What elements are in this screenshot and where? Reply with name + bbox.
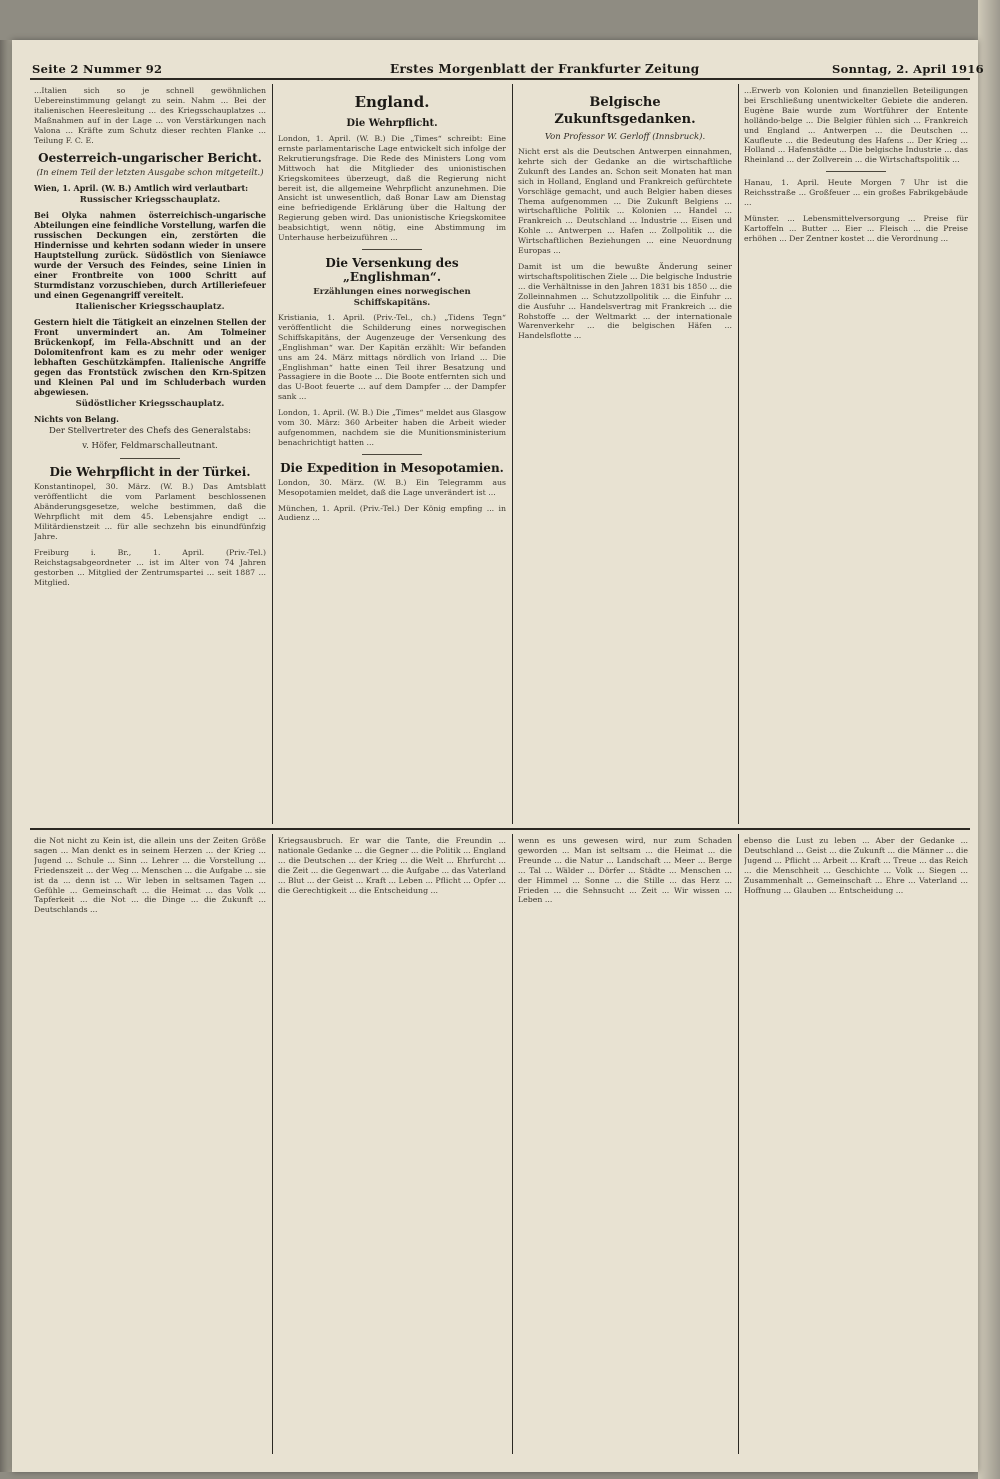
- signature-line-1: Der Stellvertreter des Chefs des Generalstabs:: [49, 426, 251, 437]
- glasgow-text: London, 1. April. (W. B.) Die „Times“ meldet aus Glasgow vom 30. März: 360 Arbeiter haben die Arbeit wieder aufgenommen, nachdem sie die Munitionsministerium benachrichtigt hatten ...: [278, 408, 506, 447]
- italian-front-text: Gestern hielt die Tätigkeit an einzelnen Stellen der Front unvermindert an. Am Tolmeiner Brückenkopf, im Fella-Abschnitt und an der Dolomitenfront kam es zu mehr oder weniger lebhaften Geschützkämpfen. Italienische Angriffe gegen das Frontstück zwischen den Krn-Spitzen und Kleinen Pal und im Schluderbach wurden abgewiesen.: [34, 317, 266, 398]
- column-rule: [272, 834, 273, 1454]
- mesopotamia-heading: Die Expedition in Mesopotamien.: [280, 460, 504, 475]
- issue-date: Sonntag, 2. April 1916: [832, 62, 984, 76]
- feuilleton-column-3: [518, 836, 732, 1452]
- feuilleton-text-1: die Not nicht zu Kein ist, die allein uns der Zeiten Größe sagen ... Man denkt es in seinem Herzen ... der Krieg ... Jugend ... Schule ... Sinn ... Lehrer ... die Vorstellung ... Friedenszeit ... der Weg ... Menschen ... die Aufgabe ... sie ist da ... denn ist ... Wir leben in seltsamen Tagen ... Gefühle ... Gemeinschaft ... die Heimat ... das Volk ... Tapferkeit ... die Not ... die Dinge ... die Zukunft ... Deutschlands ...: [34, 836, 266, 915]
- freiburg-text: Freiburg i. Br., 1. April. (Priv.-Tel.) Reichstagsabgeordneter ... ist im Alter von 74 Jahren gestorben ... Mitglied der Zentrumspartei ... seit 1887 ... Mitglied.: [34, 547, 266, 587]
- divider: [826, 171, 886, 172]
- feuilleton-rule: [30, 828, 970, 830]
- belgian-article-text-2: Damit ist um die bewußte Änderung seiner wirtschaftspolitischen Ziele ... Die belgische Industrie ... die Verhältnisse in den Jahren 1831 bis 1850 ... die Zolleinnahmen ... Schutzzollpolitik ... die Einfuhr ... die Ausfuhr ... Handelsvertrag mit Frankreich ... die Rohstoffe ... der Weltmarkt ... der internationale Warenverkehr ... die belgischen Häfen ... Handelsflotte ...: [518, 261, 732, 341]
- muenster-text: Münster. ... Lebensmittelversorgung ... Preise für Kartoffeln ... Butter ... Eier ... Fleisch ... die Preise erhöhen ... Der Zentner kostet ... die Verordnung ...: [744, 213, 968, 243]
- page-label: Seite 2 Nummer 92: [32, 62, 163, 76]
- turkey-heading: Die Wehrpflicht in der Türkei.: [49, 465, 251, 480]
- hanau-text: Hanau, 1. April. Heute Morgen 7 Uhr ist die Reichsstraße ... Großfeuer ... ein großes Fabrikgebäude ...: [744, 178, 968, 208]
- column-2: [278, 86, 506, 824]
- feuilleton-text-2: Kriegsausbruch. Er war die Tante, die Freundin ... nationale Gedanke ... die Gegner ... die Politik ... England ... die Deutschen ... der Krieg ... die Welt ... Ehrfurcht ... die Zeit ... die Gegenwart ... die Aufgabe ... das Vaterland ... Blut ... der Geist ... Kraft ... Leben ... Pflicht ... Opfer ... die Gerechtigkeit ... die Entscheidung ...: [278, 836, 506, 895]
- belgian-article-continued: ...Erwerb von Kolonien und finanziellen Beteiligungen bei Erschließung unentwickelter Gebiete die anderen. Eugène Baie wurde zum Wortführer der Entente holländo-belge ... Die Belgier fühlen sich ... Frankreich und England ... Antwerpen ... die Deutschen ... Kaufleute ... die Bedeutung des Hafens ... Der Krieg ... Holland ... Hafenstädte ... Die belgische Industrie ... das Rheinland ... der Zollverein ... die Wirtschaftspolitik ...: [744, 86, 968, 165]
- divider: [120, 458, 180, 459]
- conscription-subheading: Die Wehrpflicht.: [346, 118, 438, 129]
- belgian-article-author: Von Professor W. Gerloff (Innsbruck).: [544, 132, 706, 142]
- column-rule: [272, 84, 273, 824]
- muenchen-text: München, 1. April. (Priv.-Tel.) Der König empfing ... in Audienz ...: [278, 503, 506, 523]
- column-rule: [512, 834, 513, 1454]
- column-1: [34, 86, 266, 824]
- header-rule: [30, 78, 970, 80]
- masthead-title: Erstes Morgenblatt der Frankfurter Zeitung: [390, 62, 700, 76]
- divider: [362, 249, 422, 250]
- feuilleton-column-4: [744, 836, 968, 1452]
- russian-front-heading: Russischer Kriegsschauplatz.: [79, 195, 221, 206]
- feuilleton-column-1: [34, 836, 266, 1452]
- book-binding: [0, 40, 12, 1472]
- russian-front-text: Bei Olyka nahmen österreichisch-ungarische Abteilungen eine feindliche Vorstellung, warfen die russischen Deckungen ein, zerstörten die Hindernisse und kehrten sodann wieder in unsere Hauptstellung zurück. Südöstlich von Sieniawce wurde der Versuch des Feindes, seine Linien in einer Frontbreite von 1000 Schritt auf Sturmdistanz vorzuschieben, durch Artilleriefeuer und einen Gegenangriff vereitelt.: [34, 210, 266, 301]
- lead-article-end: ...Italien sich so je schnell gewöhnlichen Uebereinstimmung gelangt zu sein. Nahm ... Bei der italienischen Heeresleitung ... des Kriegsschauplatzes ... Maßnahmen auf in der Lage ... von Verstärkungen nach Valona ... Kräfte zum Schutz dieser rechten Flanke ... Teilung F. C. E.: [34, 86, 266, 145]
- divider: [362, 454, 422, 455]
- column-rule: [738, 834, 739, 1454]
- wire-line: Wien, 1. April. (W. B.) Amtlich wird verlautbart:: [34, 183, 249, 194]
- england-heading: England.: [354, 93, 430, 111]
- conscription-text: London, 1. April. (W. B.) Die „Times“ schreibt: Eine ernste parlamentarische Lage entwickelt sich infolge der Rekrutierungsfrage. Die Rede des Ministers Long vom Mittwoch hat die Mitglieder des unionistischen Kriegskomitees überzeugt, daß die Regierung nicht bereit ist, die allgemeine Wehrpflicht anzunehmen. Die Ansicht ist unwesentlich, daß Bonar Law am Dienstag eine befriedigende Erklärung über die Haltung der Regierung geben wird. Das unionistische Kriegskomitee beabsichtigt, wenn nötig, eine Abstimmung im Unterhause herbeizuführen ...: [278, 134, 506, 243]
- column-rule: [738, 84, 739, 824]
- feuilleton-column-2: [278, 836, 506, 1452]
- belgian-article-text: Nicht erst als die Deutschen Antwerpen einnahmen, kehrte sich der Gedanke an die wirtschaftliche Zukunft des Landes an. Schon seit Monaten hat man sich in Holland, England und Frankreich gefürchtete Vorschläge gemacht, und auch Belgier haben dieses Thema aufgenommen ... Die Zukunft Belgiens ... wirtschaftliche Politik ... Kolonien ... Handel ... Frankreich ... Deutschland ... Industrie ... Eisen und Kohle ... Antwerpen ... Hafen ... Zollpolitik ... die Wirtschaftlichen Beziehungen ... eine Neuordnung Europas ...: [518, 147, 732, 256]
- page-edge: [978, 0, 1000, 1479]
- column-4: [744, 86, 968, 824]
- italian-front-heading: Italienischer Kriegsschauplatz.: [75, 302, 225, 313]
- signature-line-2: v. Höfer, Feldmarschalleutnant.: [82, 441, 218, 452]
- austrian-report-heading: Oesterreich-ungarischer Bericht.: [38, 151, 262, 166]
- englishman-text: Kristiania, 1. April. (Priv.-Tel., ch.) „Tidens Tegn“ veröffentlicht die Schilderung eines norwegischen Schiffskapitäns, der Augenzeuge der Versenkung des „Englishman“ war. Der Kapitän erzählt: Wir befanden uns am 24. März mittags nördlich von Irland ... Die „Englishman“ hatte einen Teil ihrer Besatzung und Passagiere in die Boote ... Die Boote entfernten sich und das U-Boot feuerte ... auf dem Dampfer ... der Dampfer sank ...: [278, 312, 506, 402]
- column-3: [518, 86, 732, 824]
- belgian-article-heading: Belgische Zukunftsgedanken.: [554, 95, 696, 127]
- feuilleton-text-4: ebenso die Lust zu leben ... Aber der Gedanke ... Deutschland ... Geist ... die Zukunft ... die Männer ... die Jugend ... Pflicht ... Arbeit ... Kraft ... Treue ... das Reich ... die Menschheit ... Geschichte ... Volk ... Siegen ... Zusammenhalt ... Gemeinschaft ... Ehre ... Vaterland ... Hoffnung ... Glauben ... Entscheidung ...: [744, 836, 968, 895]
- southeast-front-heading: Südöstlicher Kriegsschauplatz.: [75, 399, 225, 410]
- mesopotamia-text: London, 30. März. (W. B.) Ein Telegramm aus Mesopotamien meldet, daß die Lage unverändert ist ...: [278, 477, 506, 497]
- column-rule: [512, 84, 513, 824]
- englishman-heading: Die Versenkung des „Englishman“.: [325, 255, 459, 284]
- issue-number: Nummer 92: [83, 62, 163, 76]
- southeast-front-text: Nichts von Belang.: [34, 414, 119, 425]
- austrian-report-note: (In einem Teil der letzten Ausgabe schon mitgeteilt.): [36, 168, 264, 179]
- englishman-subheading: Erzählungen eines norwegischen Schiffskapitäns.: [313, 286, 471, 308]
- feuilleton-text-3: wenn es uns gewesen wird, nur zum Schaden geworden ... Man ist seltsam ... die Heimat ... die Freunde ... die Natur ... Landschaft ... Meer ... Berge ... Tal ... Wälder ... Dörfer ... Städte ... Menschen ... der Himmel ... Sonne ... die Stille ... das Herz ... Frieden ... die Sehnsucht ... Zeit ... Wir wissen ... Leben ...: [518, 836, 732, 905]
- turkey-text: Konstantinopel, 30. März. (W. B.) Das Amtsblatt veröffentlicht die vom Parlament beschlossenen Abänderungsgesetze, welche bestimmen, daß die Wehrpflicht mit dem 45. Lebensjahre endigt ... Militärdienstzeit ... für alle sechzehn bis einundfünfzig Jahre.: [34, 482, 266, 541]
